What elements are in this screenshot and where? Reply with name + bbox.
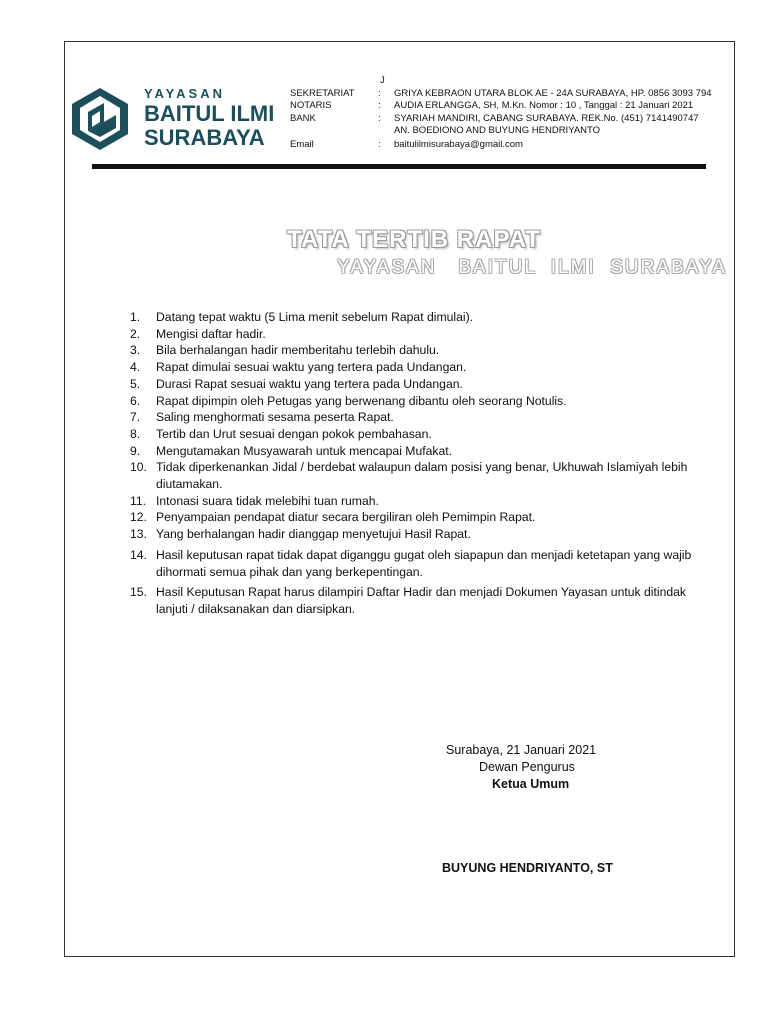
- foundation-logo-icon: [70, 86, 130, 152]
- rule-text: Penyampaian pendapat diatur secara bergiliran oleh Pemimpin Rapat.: [156, 510, 536, 525]
- rule-text: Hasil Keputusan Rapat harus dilampiri Daftar Hadir dan menjadi Dokumen Yayasan untuk ditindak lanjuti / dilaksanakan dan diarsipkan.: [156, 585, 686, 616]
- header-colon: :: [378, 113, 381, 124]
- org-name-line1: BAITUL ILMI: [144, 101, 275, 126]
- header-label: SEKRETARIAT: [290, 88, 355, 99]
- header-value: GRIYA KEBRAON UTARA BLOK AE - 24A SURABAYA, HP. 0856 3093 794: [394, 88, 712, 99]
- rule-item: [130, 526, 720, 543]
- rule-text: Saling menghormati sesama peserta Rapat.: [156, 410, 394, 425]
- org-name-line2: SURABAYA: [144, 125, 265, 150]
- rule-item: [130, 493, 720, 510]
- rule-item: [130, 342, 720, 359]
- rule-number: 1.: [130, 310, 141, 324]
- header-colon: :: [378, 139, 381, 150]
- org-name-small: YAYASAN: [144, 86, 225, 101]
- rule-item: [130, 509, 720, 526]
- header-label: NOTARIS: [290, 100, 332, 111]
- header-value: AN. BOEDIONO AND BUYUNG HENDRIYANTO: [394, 125, 601, 136]
- header-colon: :: [378, 100, 381, 111]
- rule-text: Yang berhalangan hadir dianggap menyetujui Hasil Rapat.: [156, 527, 471, 542]
- header-label: BANK: [290, 113, 316, 124]
- rule-number: 10.: [130, 460, 147, 475]
- rule-number: 3.: [130, 343, 141, 358]
- rule-item: [130, 409, 720, 426]
- document-title: TATA TERTIB RAPAT: [287, 226, 541, 253]
- header-value: SYARIAH MANDIRI, CABANG SURABAYA. REK.No. (451) 7141490747: [394, 113, 699, 124]
- signature-body: Dewan Pengurus: [479, 760, 575, 774]
- rule-item: [130, 584, 720, 617]
- rules-list: [130, 309, 720, 618]
- rule-number: 9.: [130, 443, 141, 458]
- rule-text: Rapat dipimpin oleh Petugas yang berwenang dibantu oleh seorang Notulis.: [156, 393, 567, 408]
- rule-item: [130, 359, 720, 376]
- header-divider: [92, 164, 706, 169]
- rule-text: Mengutamakan Musyawarah untuk mencapai Mufakat.: [156, 443, 453, 458]
- header-value: baitulilmisurabaya@gmail.com: [394, 139, 523, 150]
- rule-number: 7.: [130, 410, 141, 425]
- rule-item: [130, 309, 720, 326]
- rule-number: 6.: [130, 393, 141, 408]
- document-subtitle: YAYASAN BAITUL ILMI SURABAYA: [337, 257, 727, 278]
- rule-number: 2.: [130, 326, 141, 341]
- rule-number: 15.: [130, 585, 147, 600]
- signature-name: BUYUNG HENDRIYANTO, ST: [442, 861, 613, 875]
- rule-text: Intonasi suara tidak melebihi tuan rumah.: [156, 493, 379, 508]
- rule-item: [130, 393, 720, 410]
- header-value: AUDIA ERLANGGA, SH, M.Kn. Nomor : 10 , Tanggal : 21 Januari 2021: [394, 100, 694, 111]
- rule-text: Mengisi daftar hadir.: [156, 326, 266, 341]
- rule-text: Tertib dan Urut sesuai dengan pokok pembahasan.: [156, 426, 432, 441]
- rule-text: Datang tepat waktu (5 Lima menit sebelum Rapat dimulai).: [156, 310, 474, 324]
- rule-item: [130, 326, 720, 343]
- rule-number: 13.: [130, 527, 147, 542]
- rule-text: Hasil keputusan rapat tidak dapat diganggu gugat oleh siapapun dan menjadi ketetapan yang wajib dihormati semua pihak dan yang berkepentingan.: [156, 547, 692, 579]
- rule-number: 4.: [130, 360, 141, 375]
- rule-item: [130, 426, 720, 443]
- rule-number: 11.: [130, 493, 147, 508]
- rule-text: Rapat dimulai sesuai waktu yang tertera pada Undangan.: [156, 360, 467, 375]
- rule-number: 8.: [130, 426, 141, 441]
- signature-position: Ketua Umum: [492, 777, 570, 791]
- rule-text: Tidak diperkenankan Jidal / berdebat walaupun dalam posisi yang benar, Ukhuwah Islamiyah lebih diutamakan.: [156, 460, 688, 492]
- header-mark: J: [380, 75, 385, 86]
- rule-item: [130, 376, 720, 393]
- rule-item: [130, 443, 720, 460]
- rule-text: Bila berhalangan hadir memberitahu terlebih dahulu.: [156, 343, 440, 358]
- rule-number: 14.: [130, 547, 147, 562]
- rule-item: [130, 459, 720, 492]
- header-label: Email: [290, 139, 314, 150]
- rule-text: Durasi Rapat sesuai waktu yang tertera pada Undangan.: [156, 376, 463, 391]
- signature-place-date: Surabaya, 21 Januari 2021: [446, 743, 597, 757]
- rule-item: [130, 547, 720, 580]
- rule-number: 5.: [130, 376, 141, 391]
- header-colon: :: [378, 88, 381, 99]
- rule-number: 12.: [130, 510, 147, 525]
